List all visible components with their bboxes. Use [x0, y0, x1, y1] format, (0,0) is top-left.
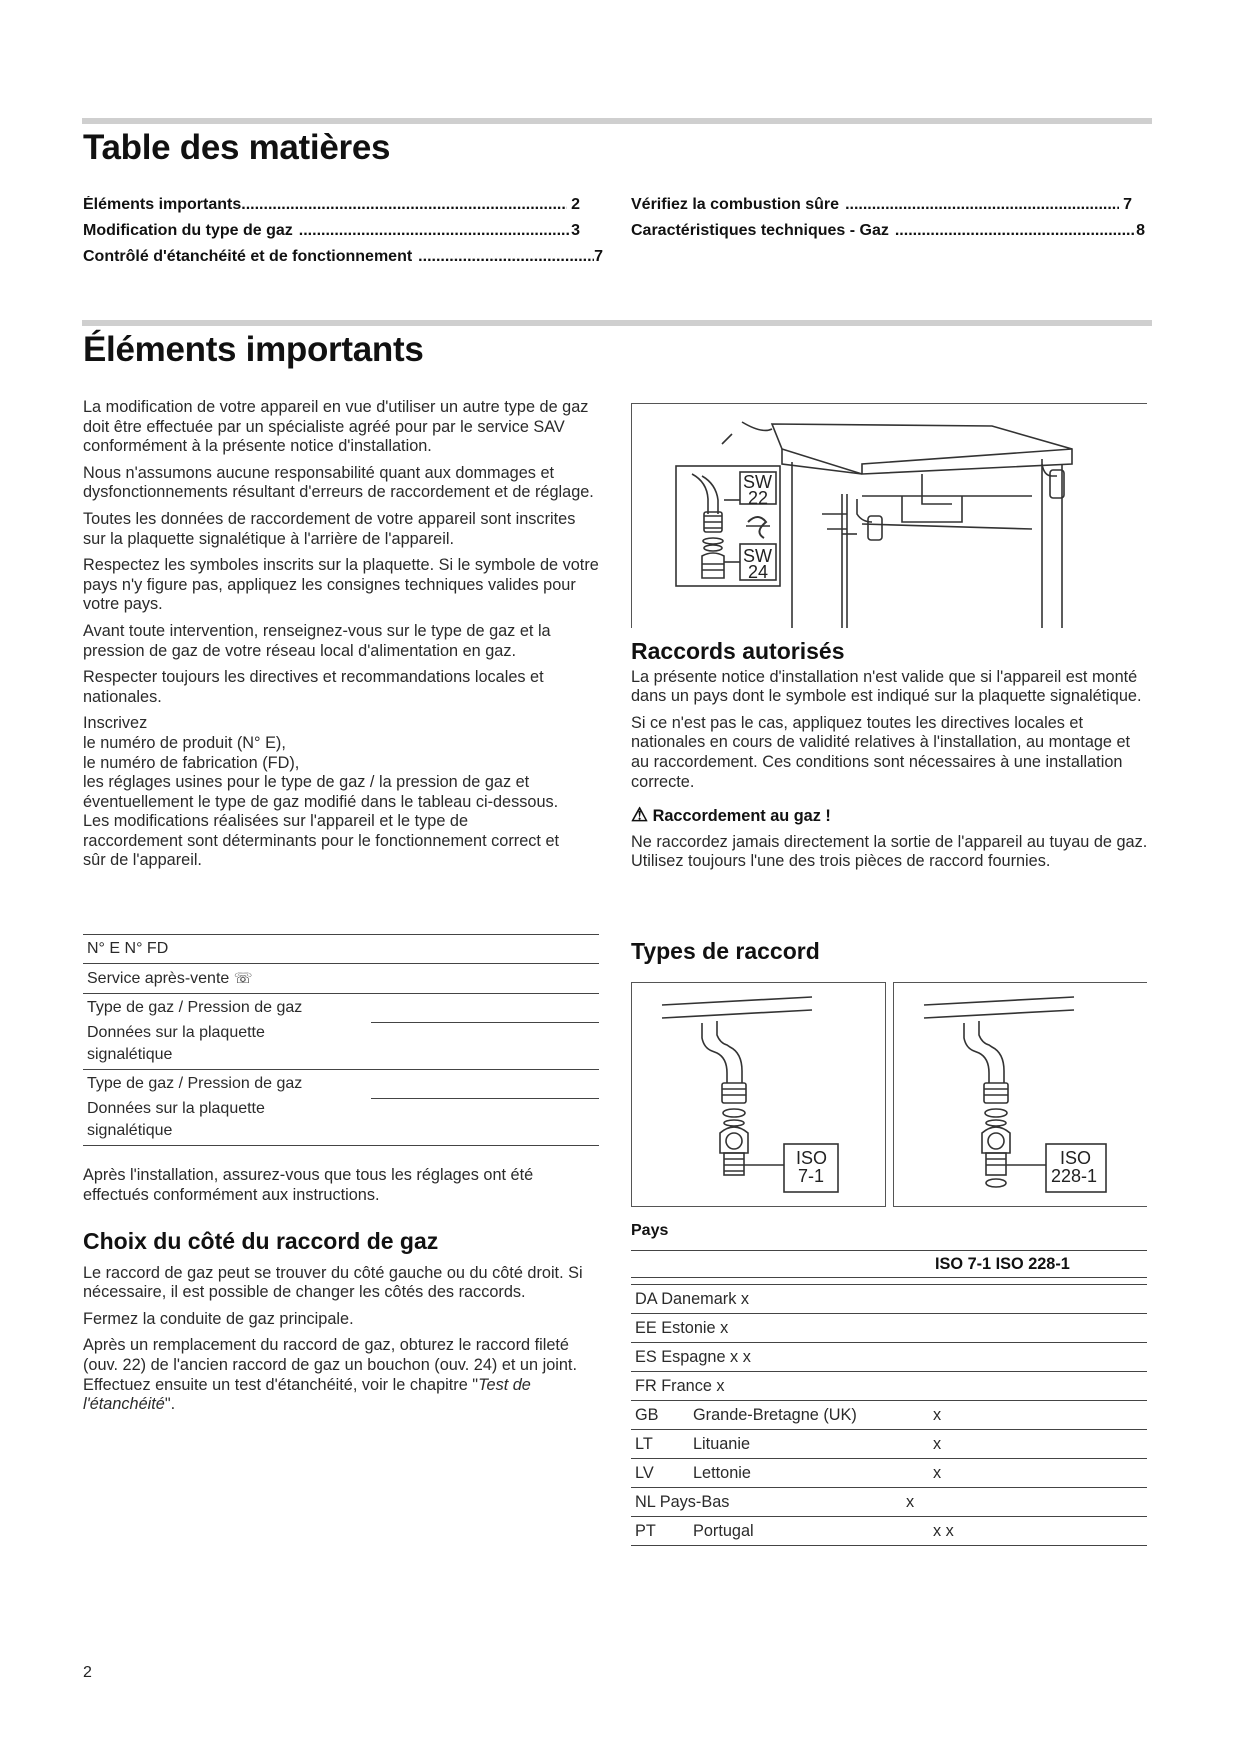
form-row-gaz-1[interactable]: Type de gaz / Pression de gaz Données sur la plaquette signalétique — [83, 994, 599, 1070]
toc-title: Table des matières — [83, 128, 391, 167]
sw24-label: SW — [743, 546, 772, 566]
toc-entry[interactable]: Caractéristiques techniques - Gaz ..... 8 — [631, 222, 1145, 248]
telephone-icon: ☏ — [233, 970, 253, 987]
toc-entry[interactable]: Contrôlé d'étanchéité et de fonctionnement ..... 7 — [83, 248, 603, 274]
fitting-iso-7-1-figure — [631, 982, 886, 1207]
table-row: FR France x — [631, 1372, 1147, 1401]
pays-header: ISO 7-1 ISO 228-1 — [631, 1250, 1147, 1278]
toc-left — [83, 196, 603, 274]
section-title: Éléments importants — [83, 330, 424, 369]
warning-triangle-icon: ⚠ — [631, 805, 649, 827]
table-row: LT Lituanie x — [631, 1430, 1147, 1459]
table-row: DA Danemark x — [631, 1284, 1147, 1314]
table-row: PT Portugal x x — [631, 1517, 1147, 1546]
table-row: EE Estonie x — [631, 1314, 1147, 1343]
types-title-wrap: Types de raccord — [631, 938, 820, 964]
intro-text: La modification de votre appareil en vue d'utiliser un autre type de gaz doit être effectuée par un spécialiste agréé pour par le service SAV conformément à la présente notice d'installation. Nous n'assumons aucune responsabilité quant aux dommages et dysfonctionnements résultant d'erreurs de raccordement et de réglage. Toutes les données de raccordement de votre appareil sont inscrites sur la plaquette signalétique à l'arrière de l'appareil. Respectez les symboles inscrits sur la plaquette. Si le symbole de votre pays n'y figure pas, appliquez les consignes techniques valides pour votre pays. Avant toute intervention, renseignez-vous sur le type de gaz et la pression de gaz de votre réseau local d'alimentation en gaz. Respecter toujours les directives et recommandations locales et nationales. Inscrivez le numéro de produit (N° E), le numéro de fabrication (FD), les réglages usines pour le type de gaz / la pression de gaz et éventuellement le type de gaz modifié dans le tableau ci-dessous. Les modifications réalisées sur l'appareil et le type de raccordement sont déterminants pour le fonctionnement correct et sûr de l'appareil. — [83, 398, 601, 871]
toc-right — [631, 196, 1145, 248]
table-row: GB Grande-Bretagne (UK) x — [631, 1401, 1147, 1430]
form-table — [83, 934, 599, 1146]
iso-7-1-label-bottom: 7-1 — [798, 1166, 825, 1186]
toc-entry[interactable]: Vérifiez la combustion sûre ..... 7 — [631, 196, 1132, 222]
form-row-sav[interactable]: Service après-vente ☏ — [83, 964, 599, 994]
pays-label: Pays — [631, 1222, 669, 1239]
form-row-gaz-2[interactable]: Type de gaz / Pression de gaz Données sur la plaquette signalétique — [83, 1070, 599, 1146]
pays-table — [631, 1250, 1147, 1546]
fitting-iso-228-1-figure — [893, 982, 1147, 1207]
sw24-number: 24 — [748, 562, 769, 582]
connection-figure — [631, 403, 1147, 628]
table-row: ES Espagne x x — [631, 1343, 1147, 1372]
top-rule — [82, 118, 1152, 124]
form-row-ne-fd[interactable]: N° E N° FD — [83, 935, 599, 964]
toc-entry[interactable]: Éléments importants ..... 2 — [83, 196, 580, 222]
choix-section: Choix du côté du raccord de gaz Le raccord de gaz peut se trouver du côté gauche ou du côté droit. Si nécessaire, il est possible de changer les côtés des raccords. Fermez la conduite de gaz principale. Après un remplacement du raccord de gaz, obturez le raccord fileté (ouv. 22) de l'ancien raccord de gaz un bouchon (ouv. 24) et un joint. Effectuez ensuite un test d'étanchéité, voir le chapitre "Test de l'étanchéité". — [83, 1228, 583, 1414]
page-number: 2 — [83, 1664, 92, 1681]
after-install-text: Après l'installation, assurez-vous que tous les réglages ont été effectués conformément aux instructions. — [83, 1166, 534, 1204]
sw22-label: SW — [743, 472, 772, 492]
raccords-section: Raccords autorisés La présente notice d'installation n'est valide que si l'appareil est monté dans un pays dont le symbole est indiqué sur la plaquette signalétique. Si ce n'est pas le cas, appliquez toutes les directives locales et nationales en cours de validité relatives à l'installation, au montage et au raccordement. Ces conditions sont nécessaires à une installation correcte. ⚠ Raccordement au gaz ! Ne raccordez jamais directement la sortie de l'appareil au tuyau de gaz. Utilisez toujours l'une des trois pièces de raccord fournies. — [631, 642, 1151, 879]
toc-entry[interactable]: Modification du type de gaz ..... 3 — [83, 222, 580, 248]
warning-heading: ⚠ Raccordement au gaz ! — [631, 805, 831, 827]
iso-228-1-label-bottom: 228-1 — [1051, 1166, 1098, 1186]
section-rule — [82, 320, 1152, 326]
table-row: NL Pays-Bas x — [631, 1488, 1147, 1517]
table-row: LV Lettonie x — [631, 1459, 1147, 1488]
sw22-number: 22 — [748, 488, 769, 508]
inscrivez-block: Inscrivez le numéro de produit (N° E), le numéro de fabrication (FD), les réglages usines pour le type de gaz / la pression de gaz et éventuellement le type de gaz modifié dans le tableau ci-dessous. Les modifications réalisées sur l'appareil et le type de raccordement sont déterminants pour le fonctionnement correct et sûr de l'appareil. — [83, 714, 560, 870]
iso-7-1-label-top: ISO — [796, 1148, 828, 1168]
iso-228-1-label-top: ISO — [1060, 1148, 1092, 1168]
appliance-drawing — [632, 404, 1147, 628]
